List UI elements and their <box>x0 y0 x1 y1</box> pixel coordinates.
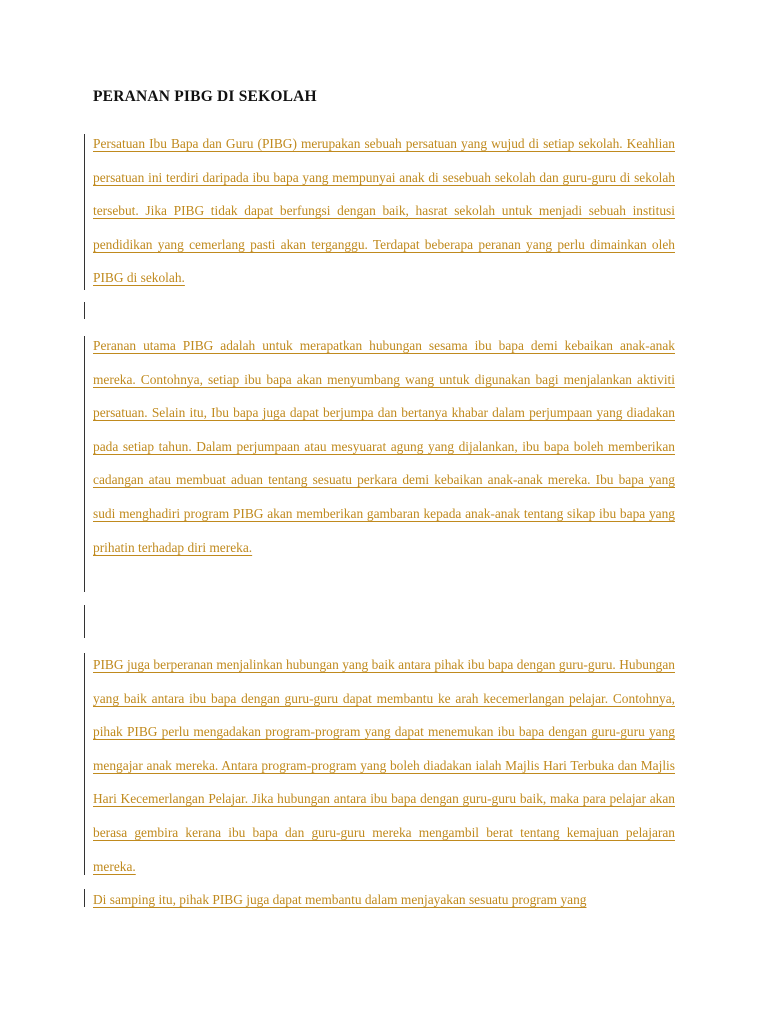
change-bar <box>84 336 85 592</box>
paragraph-1: Persatuan Ibu Bapa dan Guru (PIBG) merupakan sebuah persatuan yang wujud di setiap sekolah. Keahlian persatuan ini terdiri daripada ibu bapa yang mempunyai anak di sesebuah sekolah dan guru-guru di sekolah tersebut. Jika PIBG tidak dapat berfungsi dengan baik, hasrat sekolah untuk menjadi sebuah institusi pendidikan yang cemerlang pasti akan terganggu. Terdapat beberapa peranan yang perlu dimainkan oleh PIBG di sekolah. <box>93 136 675 286</box>
change-bar <box>84 889 85 907</box>
paragraph-4: Di samping itu, pihak PIBG juga dapat membantu dalam menjayakan sesuatu program yang <box>93 892 587 907</box>
change-bar <box>84 653 85 875</box>
change-bar <box>84 302 85 319</box>
paragraph-2: Peranan utama PIBG adalah untuk merapatkan hubungan sesama ibu bapa demi kebaikan anak-anak mereka. Contohnya, setiap ibu bapa akan menyumbang wang untuk digunakan bagi menjalankan aktiviti persatuan. Selain itu, Ibu bapa juga dapat berjumpa dan bertanya khabar dalam perjumpaan yang diadakan pada setiap tahun. Dalam perjumpaan atau mesyuarat agung yang dijalankan, ibu bapa boleh memberikan cadangan atau membuat aduan tentang sesuatu perkara demi kebaikan anak-anak mereka. Ibu bapa yang sudi menghadiri program PIBG akan memberikan gambaran kepada anak-anak tentang sikap ibu bapa yang prihatin terhadap diri mereka. <box>93 338 675 555</box>
paragraph-3: PIBG juga berperanan menjalinkan hubungan yang baik antara pihak ibu bapa dengan guru-guru. Hubungan yang baik antara ibu bapa dengan guru-guru dapat membantu ke arah kecemerlangan pelajar. Contohnya, pihak PIBG perlu mengadakan program-program yang dapat menemukan ibu bapa dengan guru-guru yang mengajar anak mereka. Antara program-program yang boleh diadakan ialah Majlis Hari Terbuka dan Majlis Hari Kecemerlangan Pelajar. Jika hubungan antara ibu bapa dengan guru-guru baik, maka para pelajar akan berasa gembira kerana ibu bapa dan guru-guru mereka mengambil berat tentang kemajuan pelajaran mereka. <box>93 657 675 874</box>
document-title: PERANAN PIBG DI SEKOLAH <box>93 88 317 105</box>
change-bar <box>84 134 85 290</box>
change-bar <box>84 605 85 638</box>
